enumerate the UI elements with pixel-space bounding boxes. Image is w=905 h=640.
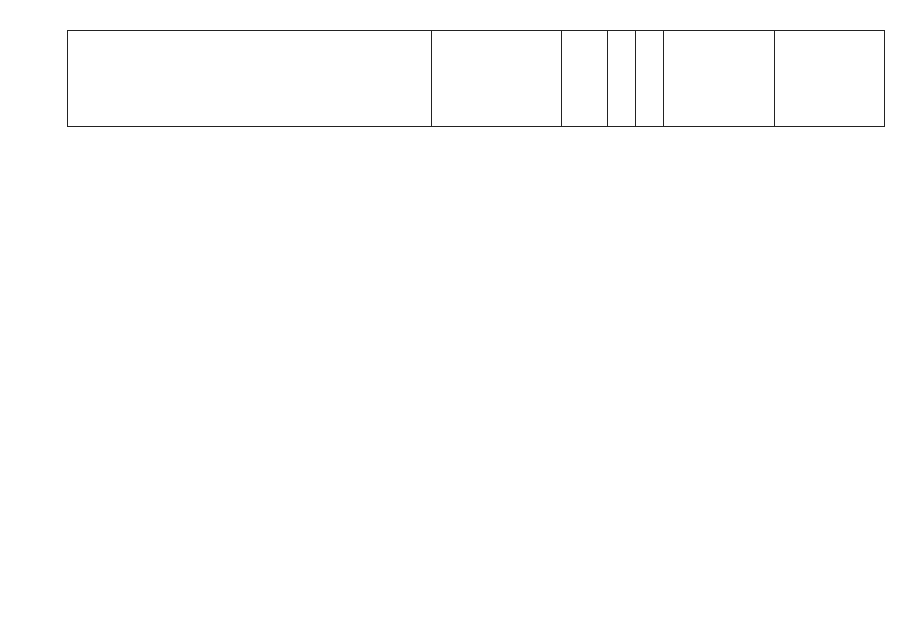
header-target-article — [431, 31, 561, 126]
header-subsection — [635, 31, 663, 126]
table-header — [67, 30, 885, 127]
header-year-2023 — [774, 31, 885, 126]
header-name — [68, 31, 431, 126]
header-year-2022 — [663, 31, 774, 126]
header-group — [561, 31, 607, 126]
header-section — [607, 31, 635, 126]
